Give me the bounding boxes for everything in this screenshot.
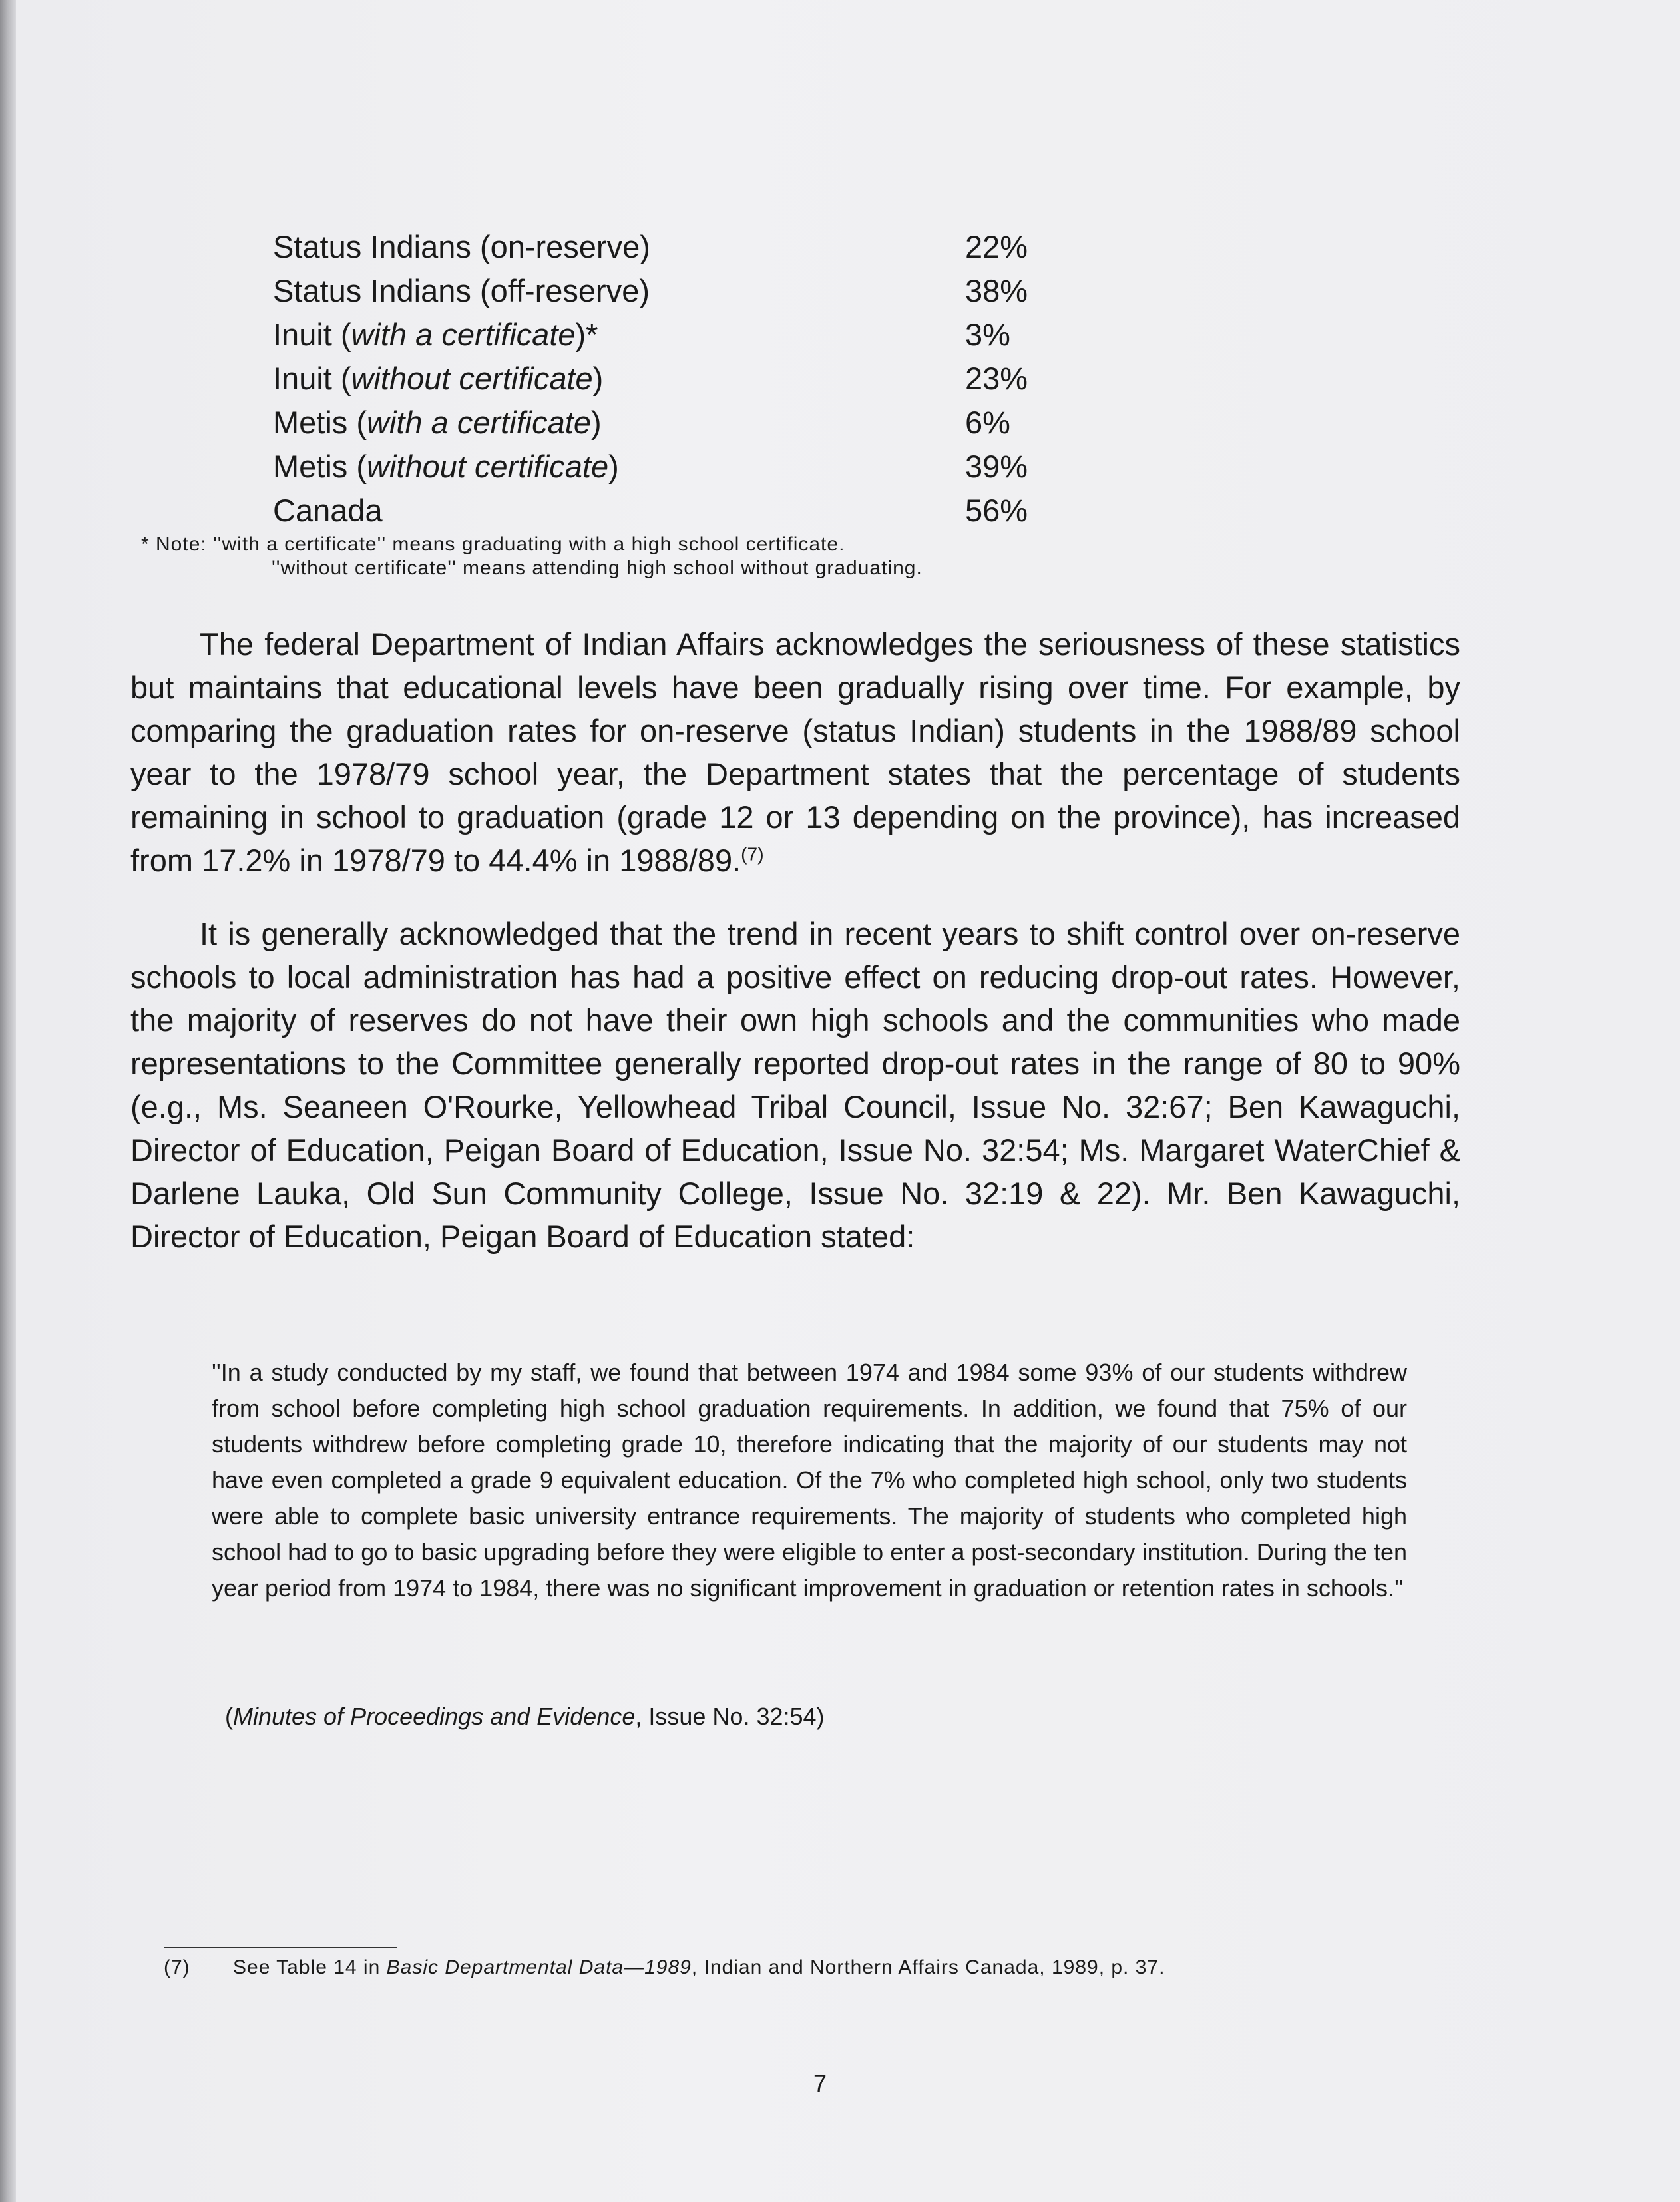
rate-value: 22% xyxy=(965,229,1028,264)
footnote-marker: (7) xyxy=(164,1956,190,1978)
rate-label-suffix: ) xyxy=(608,449,619,484)
rate-label-text: Metis ( xyxy=(273,449,367,484)
rate-label xyxy=(273,269,939,313)
citation-rest: , Issue No. 32:54) xyxy=(635,1703,825,1730)
rate-label-text: Status Indians (on-reserve) xyxy=(273,229,650,264)
rate-label-text: Inuit ( xyxy=(273,361,351,396)
footnote xyxy=(164,1953,1428,1982)
rate-label-italic: with a certificate xyxy=(367,405,591,440)
rate-label xyxy=(273,489,939,533)
rate-row xyxy=(273,357,1072,401)
page-binding-edge xyxy=(0,0,16,2202)
page-number: 7 xyxy=(813,2070,827,2097)
citation-open: ( xyxy=(225,1703,233,1730)
paragraph-1-text: The federal Department of Indian Affairs acknowledges the seriousness of these statistics but maintains that educational levels have been gradually rising over time. For example, by comparing the graduation rates for on-reserve (status Indian) students in the 1988/89 school year to the 1978/79 school year, the Department states that the percentage of students remaining in school to graduation (grade 12 or 13 depending on the province), has increased from 17.2% in 1978/79 to 44.4% in 1988/89. xyxy=(130,626,1460,878)
citation-title: Minutes of Proceedings and Evidence xyxy=(233,1703,636,1730)
rate-label-italic: without certificate xyxy=(367,449,609,484)
rate-value: 23% xyxy=(965,361,1028,396)
rate-row xyxy=(273,269,1072,313)
rate-label-text: Metis ( xyxy=(273,405,367,440)
rate-row xyxy=(273,401,1072,445)
paragraph-dropout-rates: It is generally acknowledged that the trend in recent years to shift control over on-reserve schools to local administration has had a positive effect on reducing drop-out rates. However, the majority of reserves do not have their own high schools and the communities who made representations to the Committee generally reported drop-out rates in the range of 80 to 90% (e.g., Ms. Seaneen O'Rourke, Yellowhead Tribal Council, Issue No. 32:67; Ben Kawaguchi, Director of Education, Peigan Board of Education, Issue No. 32:54; Ms. Margaret WaterChief & Darlene Lauka, Old Sun Community College, Issue No. 32:19 & 22). Mr. Ben Kawaguchi, Director of Education, Peigan Board of Education stated: xyxy=(130,916,1460,1254)
rate-value: 56% xyxy=(965,493,1028,528)
rate-value: 6% xyxy=(965,405,1010,440)
rate-label-suffix: ) xyxy=(592,361,604,396)
block-quote: ''In a study conducted by my staff, we found that between 1974 and 1984 some 93% of our students withdrew from school before completing high school graduation requirements. In addition, we found that 75% of our students withdrew before completing grade 10, therefore indicating that the majority of our students may not have even completed a grade 9 equivalent education. Of the 7% who completed high school, only two students were able to complete basic university entrance requirements. The majority of students who completed high school had to go to basic upgrading before they were eligible to enter a post-secondary institution. During the ten year period from 1974 to 1984, there was no significant improvement in graduation or retention rates in schools.'' xyxy=(212,1359,1407,1602)
rate-value: 38% xyxy=(965,273,1028,308)
table-note-line-2: ''without certificate'' means attending high school without graduating. xyxy=(272,557,923,579)
rate-label xyxy=(273,445,939,489)
rate-label-suffix: ) xyxy=(590,405,602,440)
footnote-title: Basic Departmental Data—1989 xyxy=(386,1956,692,1978)
rate-row xyxy=(273,313,1072,357)
rate-label-suffix: )* xyxy=(575,317,598,352)
quote-citation xyxy=(225,1699,825,1735)
rate-label-italic: with a certificate xyxy=(351,317,576,352)
rate-row xyxy=(273,489,1072,533)
footnote-reference: (7) xyxy=(741,843,764,865)
table-note-line-1: * Note: ''with a certificate'' means graduating with a high school certificate. xyxy=(141,533,845,555)
table-note xyxy=(141,533,1140,580)
footnote-divider xyxy=(164,1947,397,1948)
rate-row xyxy=(273,225,1072,269)
rate-label xyxy=(273,313,939,357)
rate-value: 39% xyxy=(965,449,1028,484)
rate-label-text: Inuit ( xyxy=(273,317,351,352)
rate-label xyxy=(273,401,939,445)
paragraph-department-statistics xyxy=(130,622,1460,882)
rate-row xyxy=(273,445,1072,489)
rate-label xyxy=(273,225,939,269)
rate-label-text: Canada xyxy=(273,493,383,528)
rate-value: 3% xyxy=(965,317,1010,352)
footnote-pre: See Table 14 in xyxy=(233,1956,387,1978)
rate-label xyxy=(273,357,939,401)
rate-label-italic: without certificate xyxy=(351,361,593,396)
graduation-rates-table xyxy=(273,225,1072,533)
footnote-post: , Indian and Northern Affairs Canada, 1989, p. 37. xyxy=(691,1956,1165,1978)
rate-label-text: Status Indians (off-reserve) xyxy=(273,273,650,308)
